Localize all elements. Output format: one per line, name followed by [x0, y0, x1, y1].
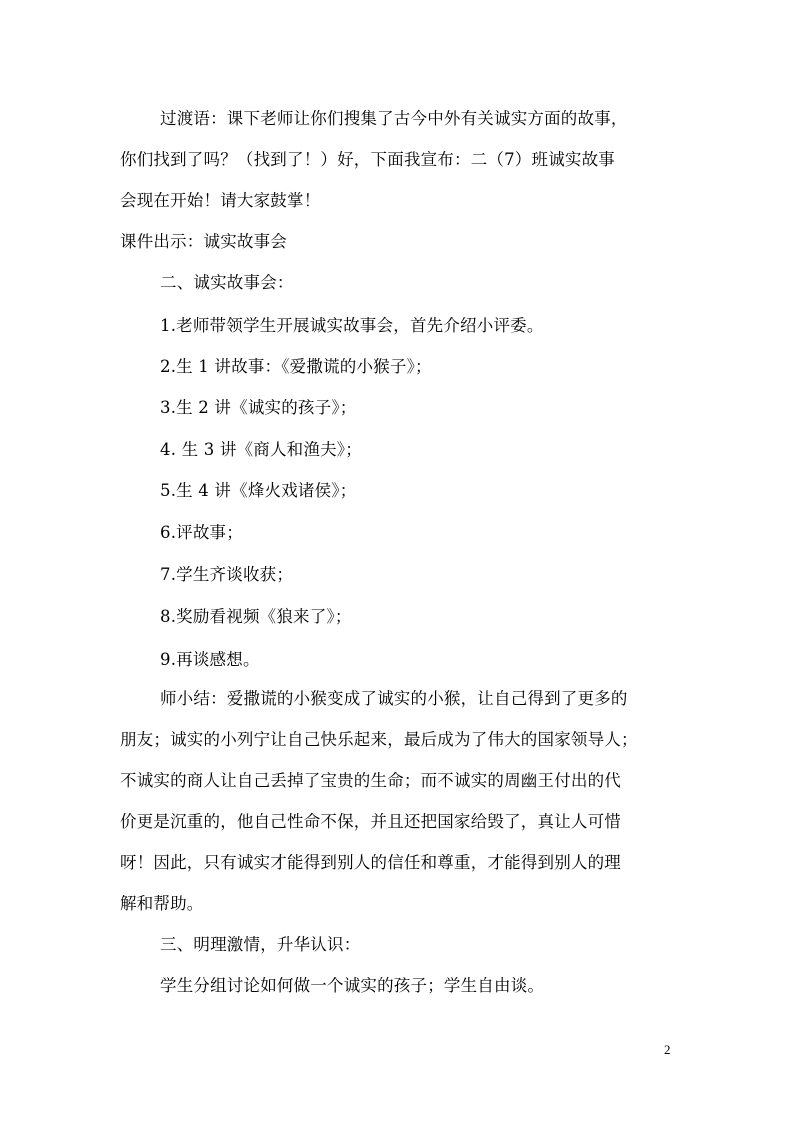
transition-line-2: 你们找到了吗？（找到了！）好，下面我宣布：二（7）班诚实故事 [120, 150, 615, 169]
summary-line-6: 解和帮助。 [120, 894, 204, 913]
section-2-heading: 二、诚实故事会： [160, 273, 294, 292]
section-3-text: 学生分组讨论如何做一个诚实的孩子；学生自由谈。 [160, 976, 545, 995]
transition-line-3: 会现在开始！请大家鼓掌！ [120, 191, 321, 210]
list-item-4: 4. 生 3 讲《商人和渔夫》； [160, 440, 362, 459]
transition-line-1: 过渡语：课下老师让你们搜集了古今中外有关诚实方面的故事， [160, 109, 628, 128]
list-item-1: 1.老师带领学生开展诚实故事会，首先介绍小评委。 [160, 316, 544, 335]
list-item-7: 7.学生齐谈收获； [160, 565, 294, 584]
summary-line-3: 不诚实的商人让自己丢掉了宝贵的生命；而不诚实的周幽王付出的代 [120, 771, 621, 790]
list-item-6: 6.评故事； [160, 523, 243, 542]
summary-line-4: 价更是沉重的，他自己性命不保，并且还把国家给毁了，真让人可惜 [120, 812, 621, 831]
section-3-heading: 三、明理激情，升华认识： [160, 935, 361, 954]
summary-line-1: 师小结：爱撒谎的小猴变成了诚实的小猴，让自己得到了更多的 [160, 689, 628, 708]
list-item-5: 5.生 4 讲《烽火戏诸侯》； [160, 481, 357, 500]
list-item-9: 9.再谈感想。 [160, 650, 260, 669]
courseware-line: 课件出示：诚实故事会 [120, 232, 287, 251]
summary-line-5: 呀！因此，只有诚实才能得到别人的信任和尊重，才能得到别人的理 [120, 853, 621, 872]
list-item-2: 2.生 1 讲故事：《爱撒谎的小猴子》； [160, 357, 432, 376]
list-item-3: 3.生 2 讲《诚实的孩子》； [160, 398, 357, 417]
list-item-8: 8.奖励看视频《狼来了》； [160, 607, 352, 626]
summary-line-2: 朋友；诚实的小列宁让自己快乐起来，最后成为了伟大的国家领导人； [120, 730, 638, 749]
page-number: 2 [664, 1042, 671, 1057]
